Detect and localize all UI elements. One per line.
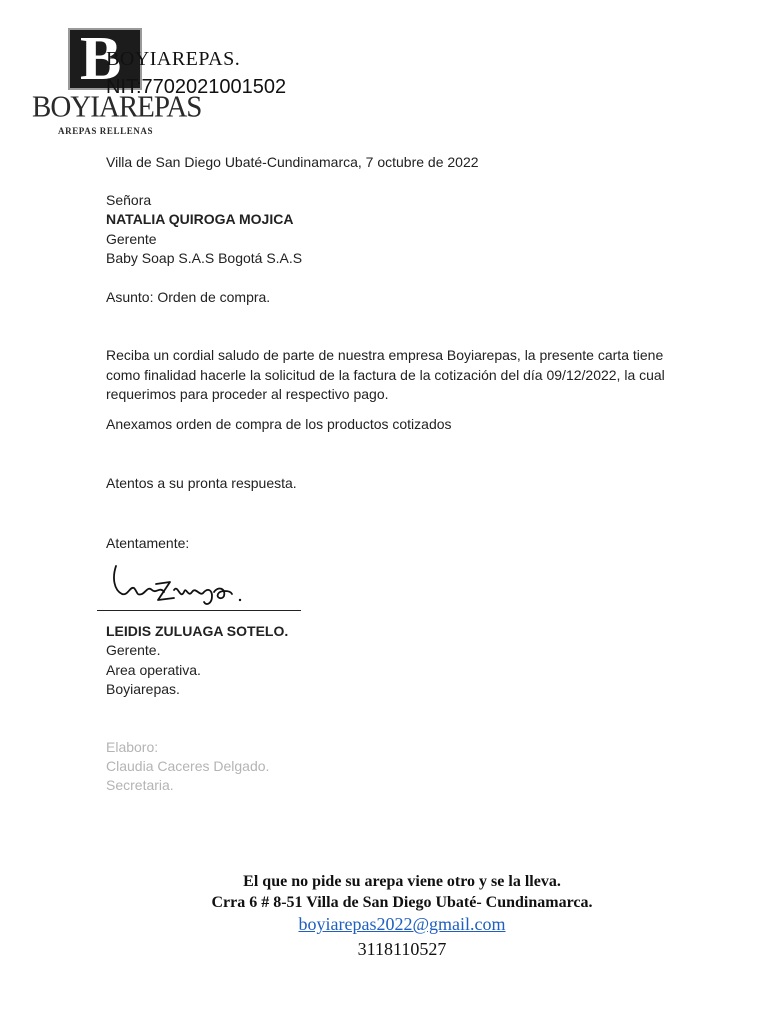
company-nit: NIT:7702021001502 <box>106 76 287 98</box>
awaiting-line: Atentos a su pronta respuesta. <box>106 475 297 491</box>
prepared-by-name: Claudia Caceres Delgado. <box>106 758 270 774</box>
subject-line: Asunto: Orden de compra. <box>106 289 271 305</box>
annex-line: Anexamos orden de compra de los productos cotizados <box>106 416 452 432</box>
company-name: BOYIAREPAS. <box>106 48 241 70</box>
signatory-title: Gerente. <box>106 642 161 658</box>
body-paragraph: Reciba un cordial saludo de parte de nuestra empresa Boyiarepas, la presente carta tiene como finalidad hacerle la solicitud de la factura de la cotización del día 09/12/2022, la cual requerimos para proceder al respectivo pago. <box>106 347 665 402</box>
footer-motto: El que no pide su arepa viene otro y se la lleva. <box>243 873 561 890</box>
footer-phone: 3118110527 <box>357 939 447 959</box>
logo-tagline: AREPAS RELLENAS <box>58 126 154 136</box>
footer-email-link[interactable]: boyiarepas2022@gmail.com <box>298 914 506 934</box>
salutation: Señora <box>106 192 152 208</box>
prepared-by-label: Elaboro: <box>106 739 159 755</box>
footer-address: Crra 6 # 8-51 Villa de San Diego Ubaté- Cundinamarca. <box>211 894 593 911</box>
handwritten-signature <box>108 556 258 612</box>
signature-line <box>97 610 301 611</box>
logo-letter: B <box>80 25 122 93</box>
place-date: Villa de San Diego Ubaté-Cundinamarca, 7 octubre de 2022 <box>106 154 479 170</box>
prepared-by-role: Secretaria. <box>106 777 174 793</box>
signatory-area: Area operativa. <box>106 662 201 678</box>
recipient-title: Gerente <box>106 231 157 247</box>
recipient-company: Baby Soap S.A.S Bogotá S.A.S <box>106 250 303 266</box>
logo-wordmark: BOYIAREPAS <box>32 90 202 124</box>
closing-line: Atentamente: <box>106 535 190 551</box>
signatory-name: LEIDIS ZULUAGA SOTELO. <box>106 623 289 639</box>
signatory-company: Boyiarepas. <box>106 681 180 697</box>
recipient-name: NATALIA QUIROGA MOJICA <box>106 211 294 227</box>
